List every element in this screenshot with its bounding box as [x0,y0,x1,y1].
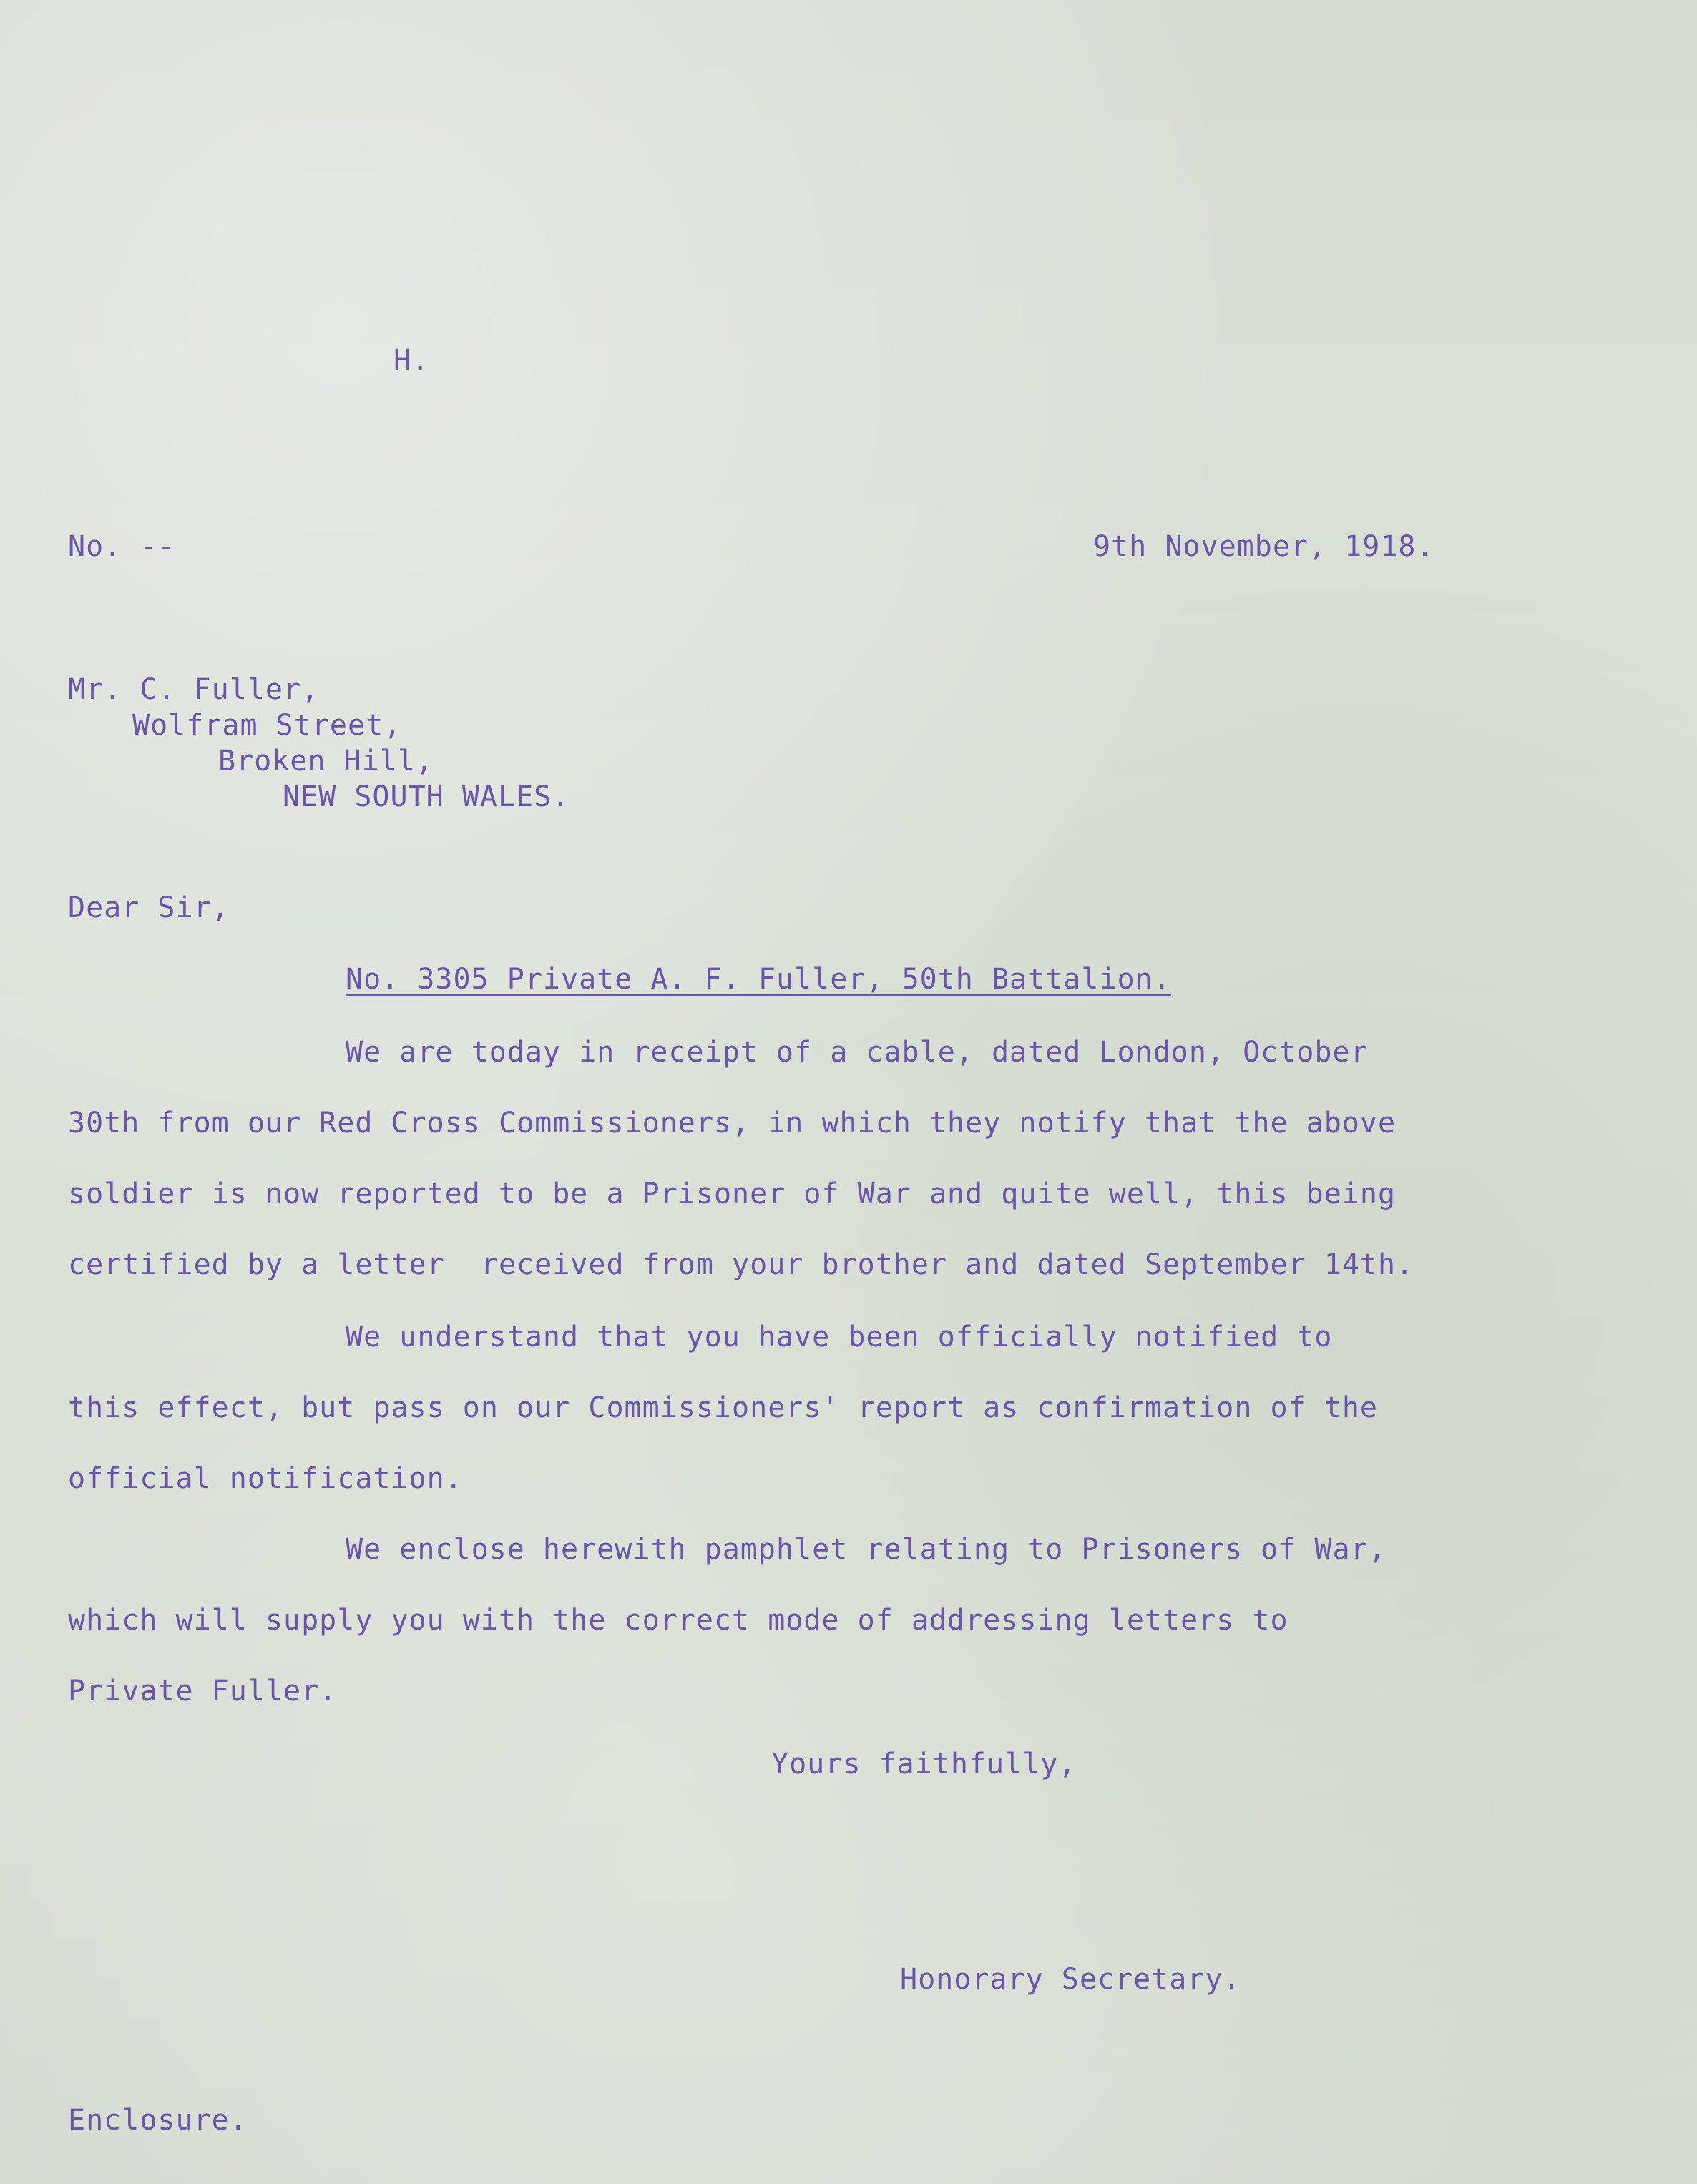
paragraph2-line1: We understand that you have been officially notified to [346,1321,1333,1353]
recipient-state: NEW SOUTH WALES. [283,780,570,813]
recipient-name: Mr. C. Fuller, [68,673,320,706]
paragraph3-line3: Private Fuller. [68,1675,338,1708]
subject-line: No. 3305 Private A. F. Fuller, 50th Battalion. [346,963,1171,996]
letter-initial: H. [393,344,430,377]
signatory-title: Honorary Secretary. [900,1963,1241,1996]
paragraph2-line2: this effect, but pass on our Commissioners' report as confirmation of the [68,1391,1378,1424]
closing: Yours faithfully, [771,1748,1077,1781]
paragraph1-line3: soldier is now reported to be a Prisoner of War and quite well, this being [68,1177,1397,1210]
paragraph1-line1: We are today in receipt of a cable, dated London, October [346,1036,1369,1069]
paragraph2-line3: official notification. [68,1462,463,1495]
letter-date: 9th November, 1918. [1093,530,1434,563]
paragraph3-line1: We enclose herewith pamphlet relating to Prisoners of War, [346,1533,1387,1566]
recipient-street: Wolfram Street, [132,709,402,742]
reference-number: No. -- [68,530,176,563]
enclosure-note: Enclosure. [68,2104,248,2137]
paragraph1-line4: certified by a letter received from your brother and dated September 14th. [68,1248,1414,1281]
paragraph3-line2: which will supply you with the correct mode of addressing letters to [68,1604,1288,1637]
salutation: Dear Sir, [68,891,230,924]
paragraph1-line2: 30th from our Red Cross Commissioners, in which they notify that the above [68,1107,1397,1140]
recipient-town: Broken Hill, [218,745,434,778]
